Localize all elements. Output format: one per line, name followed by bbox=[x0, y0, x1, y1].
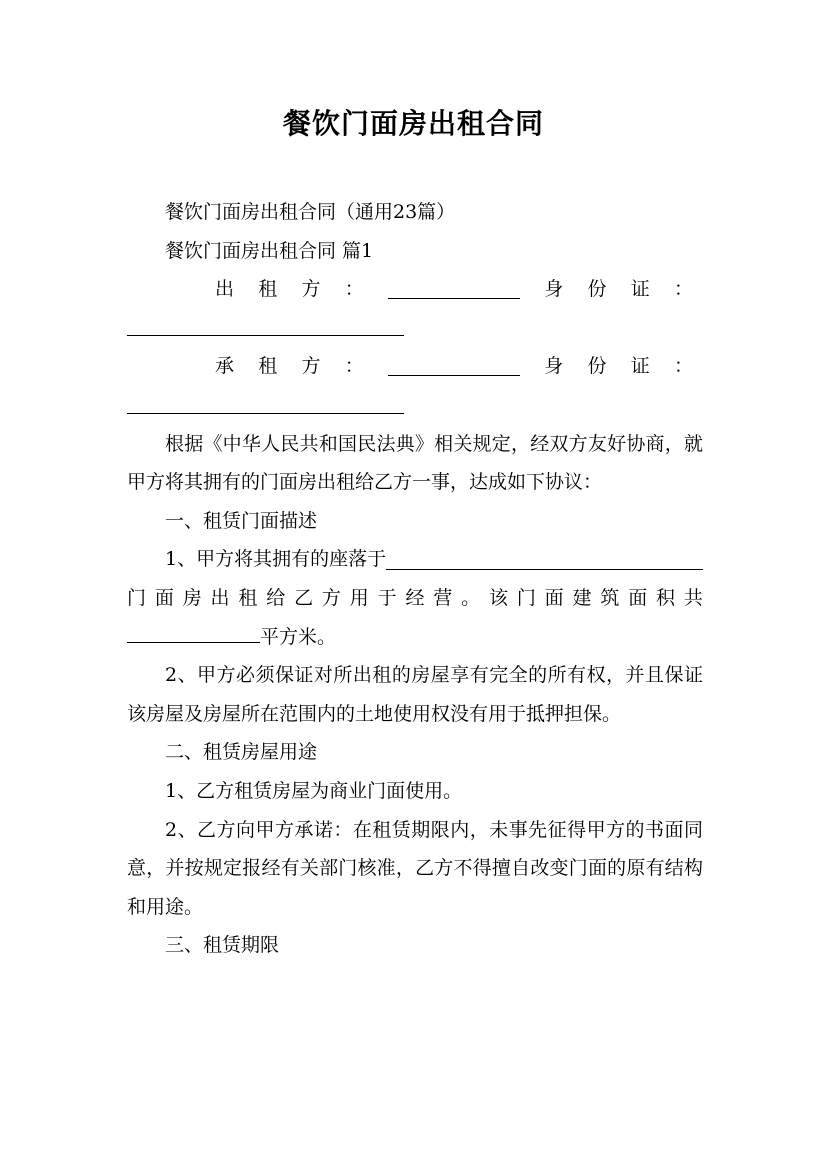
clause-char: 面 bbox=[154, 586, 174, 609]
lessee-id-blank bbox=[127, 395, 404, 414]
clause-char: 筑 bbox=[600, 586, 620, 609]
section-3-heading: 三、租赁期限 bbox=[165, 934, 280, 957]
clause-1-1 bbox=[127, 540, 703, 579]
location-blank bbox=[386, 543, 703, 570]
lessee-id-char: 份 bbox=[587, 355, 607, 378]
clause-char: 于 bbox=[377, 586, 397, 609]
clause-char: 租 bbox=[238, 586, 258, 609]
clause-char: 房 bbox=[182, 586, 202, 609]
lessee-char: 租 bbox=[258, 355, 278, 378]
clause-char: 积 bbox=[656, 586, 676, 609]
clause-char: 门 bbox=[516, 586, 536, 609]
lessor-char: 方 bbox=[301, 278, 321, 301]
clause-char: 该 bbox=[488, 586, 508, 609]
clause-1-1-line3 bbox=[127, 618, 703, 657]
lessee-row bbox=[127, 347, 703, 386]
section-heading: 餐饮门面房出租合同 篇1 bbox=[165, 239, 374, 262]
lessee-id-char: ： bbox=[673, 355, 693, 378]
lessor-name-blank bbox=[388, 280, 520, 299]
lessor-char: 出 bbox=[215, 278, 235, 301]
lessor-id-char: 份 bbox=[587, 278, 607, 301]
clause-char: 面 bbox=[544, 586, 564, 609]
lessor-char: ： bbox=[344, 278, 364, 301]
lessor-id-blank bbox=[127, 317, 404, 336]
lessor-char: 租 bbox=[258, 278, 278, 301]
lessee-name-blank bbox=[388, 357, 520, 376]
clause-char: 营 bbox=[433, 586, 453, 609]
clause-char: 给 bbox=[266, 586, 286, 609]
clause-char: 出 bbox=[210, 586, 230, 609]
lessee-id-char: 证 bbox=[630, 355, 650, 378]
intro-paragraph: 根据《中华人民共和国民法典》相关规定，经双方友好协商，就甲方将其拥有的门面房出租给乙方一事，达成如下协议： bbox=[127, 432, 703, 494]
lessor-id-char: ： bbox=[673, 278, 693, 301]
page-title: 餐饮门面房出租合同 bbox=[282, 107, 544, 140]
clause-char: 共 bbox=[683, 586, 703, 609]
lessee-char: 承 bbox=[215, 355, 235, 378]
section-2-heading: 二、租赁房屋用途 bbox=[165, 741, 318, 764]
clause-char: 。 bbox=[461, 586, 481, 609]
lessor-row bbox=[127, 270, 703, 309]
section-1-heading: 一、租赁门面描述 bbox=[165, 509, 318, 532]
lessee-char: ： bbox=[344, 355, 364, 378]
clause-2-2: 2、乙方向甲方承诺：在租赁期限内，未事先征得甲方的书面同意，并按规定报经有关部门核准，乙方不得擅自改变门面的原有结构和用途。 bbox=[127, 818, 703, 918]
clause-char: 用 bbox=[349, 586, 369, 609]
clause-1-1-line2 bbox=[127, 579, 703, 618]
clause-2-1: 1、乙方租赁房屋为商业门面使用。 bbox=[165, 779, 463, 802]
lessee-id-char: 身 bbox=[544, 355, 564, 378]
lessor-id-char: 身 bbox=[544, 278, 564, 301]
document-body bbox=[127, 193, 703, 965]
subtitle: 餐饮门面房出租合同（通用23篇） bbox=[165, 201, 456, 223]
area-blank bbox=[127, 623, 260, 642]
clause-1-2: 2、甲方必须保证对所出租的房屋享有完全的所有权，并且保证该房屋及房屋所在范围内的土地使用权没有用于抵押担保。 bbox=[127, 664, 703, 725]
lessor-id-row bbox=[127, 309, 703, 348]
clause-char: 门 bbox=[127, 586, 147, 609]
clause-1-1-prefix: 1、甲方将其拥有的座落于 bbox=[165, 548, 387, 571]
lessee-char: 方 bbox=[301, 355, 321, 378]
clause-1-1-suffix: 平方米。 bbox=[260, 625, 337, 648]
clause-char: 乙 bbox=[294, 586, 314, 609]
lessor-id-char: 证 bbox=[630, 278, 650, 301]
clause-char: 建 bbox=[572, 586, 592, 609]
clause-char: 经 bbox=[405, 586, 425, 609]
clause-char: 方 bbox=[321, 586, 341, 609]
clause-char: 面 bbox=[628, 586, 648, 609]
lessee-id-row bbox=[127, 386, 703, 425]
